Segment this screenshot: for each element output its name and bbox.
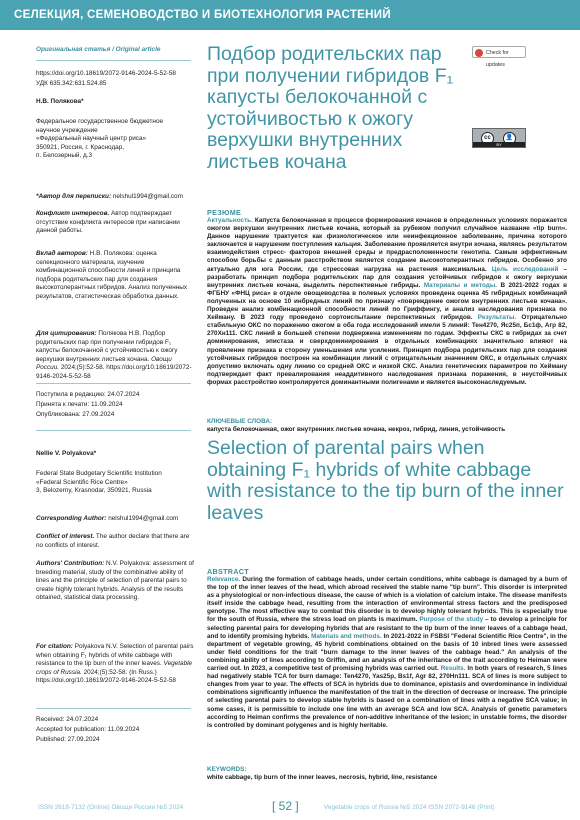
keywords-text: капуста белокочанная, ожог внутренних листьев кочана, некроз, гибрид, линия, устойчивость xyxy=(207,426,506,433)
doi-link[interactable]: https://doi.org/10.18619/2072-9146-2024-5-52-58 xyxy=(36,70,176,77)
aim-text: – to develop a principle for selecting parental pairs for developing hybrids that are resistant to the tip burn of the inner leaves of a cabbage head, and to identify promising hybrids. xyxy=(207,616,568,640)
conflict-ru xyxy=(36,210,194,236)
published-en: Published: 27.09.2024 xyxy=(36,736,100,743)
keywords-text: white cabbage, tip burn of the inner leaves, necrosis, hybrid, line, resistance xyxy=(207,774,438,781)
cite-text: Полякова Н.В. Подбор родительских пар при получении гибридов F₁ капусты белокочанной с устойчивостью к ожогу верхушки внутренних листьев кочана. xyxy=(36,330,178,363)
relevance-label: Relevance. xyxy=(207,576,241,583)
conflict-text: Автор подтверждает отсутствие конфликта интересов при написании данной работы. xyxy=(36,210,180,235)
page-footer xyxy=(0,798,580,820)
published-ru: Опубликована: 27.09.2024 xyxy=(36,411,115,418)
article-title-ru: Подбор родительских пар при получении гибридов F₁ капусты белокочанной с устойчивостью к ожогу верхушки внутренних листьев кочана xyxy=(207,43,454,173)
footer-left: ISSN 2618-7132 (Online) Овощи России №5 2024 xyxy=(38,804,184,811)
affiliation-ru xyxy=(36,118,194,161)
author-name-ru: Н.В. Полякова* xyxy=(36,98,84,105)
accepted-en: Accepted for publication: 11.09.2024 xyxy=(36,726,140,733)
contrib-label: Вклад авторов: xyxy=(36,250,88,257)
affiliation-line: п. Белозерный, д.3 xyxy=(36,152,93,160)
contrib-text: Н.В. Полякова: оценка селекционного материала, изучение комбинационной способности линий и принципа подбора родительских пар для создания высокотолерантных гибридов. Анализ полученных результатов, статистическая обработка данных. xyxy=(36,250,188,300)
keywords-ru xyxy=(207,418,567,434)
conflict-label: Conflict of interest. xyxy=(36,533,95,540)
article-type: Оригинальная статья / Original article xyxy=(36,46,161,53)
citation-en xyxy=(36,643,194,686)
divider xyxy=(36,430,191,431)
cite-text: Polyakova N.V. Selection of parental pairs when obtaining F₁ hybrids of white cabbage with resistance to the tip burn of the inner leaves. xyxy=(36,643,194,668)
divider xyxy=(36,383,191,384)
person-icon: 👤 xyxy=(503,132,516,145)
cite-label: Для цитирования: xyxy=(36,330,97,337)
corresponding-author-ru xyxy=(36,193,194,202)
cc-icon: cc xyxy=(481,132,494,145)
footer-right: Vegetable crops of Russia №5 2024 ISSN 2072-9146 (Print) xyxy=(324,804,495,811)
conflict-label: Конфликт интересов. xyxy=(36,210,110,217)
relevance-label: Актуальность. xyxy=(207,217,253,224)
aim-label: Purpose of the study xyxy=(419,616,484,624)
cite-tail: 2024;(5):52-58. xyxy=(60,364,105,372)
contrib-text: N.V. Polyakova: assessment of breeding material, study of the combinative ability of lines and the principle of selection of parental pairs to create highly tolerant hybrids. Analysis of the results obtained, statistical data processing. xyxy=(36,560,194,602)
methods-label: Materials and methods. xyxy=(311,632,382,640)
cite-tail: 2024;(5):52-58. (In Russ.) https://doi.org/10.18619/2072-9146-2024-5-52-58 xyxy=(36,668,176,685)
relevance-text: Капуста белокочанная в процессе формирования кочанов в определенных условиях поражается ожогом верхушки внутренних листьев кочана, который за рубежом получил случайное название «tip burn». Данное нарушение трактуется как физиологическое или неинфекционное заболевание, причина которого заключается в нарушении поступления кальция. Заболевание проявляется внутри кочана, являясь результатом взаимодействия стресс- факторов внешней среды и предрасположенности генотипа. Самым эффективным способом борьбы с данным расстройством является создание высокотолерантных гибридов. Особенно это актуально для юга России, где стрессовая нагрузка на растения максимальна. xyxy=(207,217,568,273)
corr-email[interactable]: nelshul1994@gmail.com xyxy=(108,515,179,522)
corr-label: Corresponding Author: xyxy=(36,515,107,522)
contrib-label: Authors' Contribution: xyxy=(36,560,105,567)
divider xyxy=(36,60,191,61)
methods-text: In 2021-2022 in FSBSI "Federal Scientific Rice Centre", in the department of vegetable growing, 45 hybrid combinations obtained on the basis of 10 inbred lines were assessed under field conditions for the trait "burn damage to the inner leaves of the cabbage head." An analysis of the combining ability of lines according to Griffin, and an analysis of the inheritance of the trait according to Heiman were carried out. In 2023, a competitive test of promising hybrids was carried out. xyxy=(207,632,568,673)
page-number: [ 52 ] xyxy=(272,799,299,813)
results-label: Results. xyxy=(440,665,466,673)
article-title-en: Selection of parental pairs when obtaining F₁ hybrids of white cabbage with resistance to the tip burn of the inner leaves xyxy=(207,437,564,524)
citation-ru xyxy=(36,330,194,382)
affiliation-line: научное учреждение xyxy=(36,126,98,134)
contributions-ru xyxy=(36,250,194,302)
author-name-en: Nellie V. Polyakova* xyxy=(36,450,97,457)
received-en: Received: 24.07.2024 xyxy=(36,716,99,723)
corr-email[interactable]: nelshul1994@gmail.com xyxy=(112,193,183,200)
affiliation-line: Federal State Budgetary Scientific Institution xyxy=(36,470,162,477)
update-icon xyxy=(475,49,483,57)
aim-text: – разработать принцип подбора родительских пар для создания устойчивых гибридов к ожогу верхушки внутренних листьев кочана, выделить перспективные гибриды. xyxy=(207,265,568,289)
relevance-text: During the formation of cabbage heads, under certain conditions, white cabbage is damaged by a burn of the top of the inner leaves of the head, which abroad received the stable name "tip burn". This disorder is interpreted as a physiological or non-infectious disease, the cause of which is a violation of calcium intake. The disease manifests itself inside the cabbage head, resulting from the interaction of environmental stress factors and the predisposed genotype. The most effective way to combat this disorder is to develop highly tolerant hybrids. This is especially true for the south of Russia, where the stress load on plants is maximum. xyxy=(207,576,567,624)
affiliation-line: 350921, Россия, г. Краснодар, xyxy=(36,143,125,151)
keywords-label: КЛЮЧЕВЫЕ СЛОВА: xyxy=(207,418,273,425)
udk-code: УДК 635.342:631.524.85 xyxy=(36,80,107,87)
abstract-ru xyxy=(207,217,567,387)
conflict-text: The author declare that there are no conflicts of interest. xyxy=(36,533,190,549)
results-text: Отрицательно стабильную ОКС по поражению ожогом в оба года исследований имели 5 линий: Тен4270, Яс25п, Бс1ф, Агр 82, 270Хн111. СКС линий в большей степени подвержена изменениям по годам. Эффекты СКС в гибридах за счет доминирования, эпистаза и сверхдоминирования в отдельных комбинациях значительно влияют на проявление признака в сторону уменьшения или усиления. Принцип подбора родительских пар для создания устойчивых гибридов построен на комбинации линий с отрицательным значением ОКС, в отдельных случаях допустимо включать одну линию со средней ОКС и низкой СКС. Анализ генетических параметров по Хейману подтверждает факт превалирования неаддитивного наследования признака поражения, в неустойчивых формах расстройство контролируется доминантными полигенами и является высоконаследуемым. xyxy=(207,314,567,386)
check-label: Check for updates xyxy=(486,50,509,68)
aim-label: Цель исследований xyxy=(491,265,559,273)
keywords-label: KEYWORDS: xyxy=(207,766,247,773)
received-ru: Поступила в редакцию: 24.07.2024 xyxy=(36,391,140,398)
methods-label: Материалы и методы. xyxy=(423,281,498,289)
affiliation-en xyxy=(36,470,194,496)
divider xyxy=(36,708,191,709)
results-text: In both years of research, 5 lines had negatively stable TCA for burn damage: Ten4270, Yas25p, Bs1f, Agr 82, 270Hn111. SCA of lines is more subject to changes from year to year. The effects of SCA in hybrids due to dominance, epistasis and overdominance in individual combinations significantly influence the manifestation of the trait in the direction of decrease or increase. The principle of selecting parental pairs to develop stable hybrids is based on a combination of lines with a negative SCA value; in some cases, it is permissible to include one line with an average SCA and low SCA. Analysis of genetic parameters according to Heiman confirms the prevalence of non-additive inheritance of the lesion; in unstable forms, the disorder is controlled by dominant polygenes and is highly heritable. xyxy=(207,665,568,729)
corresponding-author-en xyxy=(36,515,194,524)
section-header-band: СЕЛЕКЦИЯ, СЕМЕНОВОДСТВО И БИОТЕХНОЛОГИЯ РАСТЕНИЙ xyxy=(0,0,580,30)
cite-doi[interactable]: https://doi.org/10.18619/2072-9146-2024-5-52-58 xyxy=(36,364,192,380)
license-label: BY xyxy=(473,142,525,147)
affiliation-line: 3, Belozerny, Krasnodar, 350921, Russia xyxy=(36,487,152,495)
affiliation-line: «Federal Scientific Rice Centre» xyxy=(36,478,128,486)
keywords-en xyxy=(207,766,567,782)
abstract-heading-ru: РЕЗЮМЕ xyxy=(207,208,242,217)
check-for-updates-badge[interactable] xyxy=(472,46,526,68)
affiliation-line: Федеральное государственное бюджетное xyxy=(36,118,164,125)
affiliation-line: «Федеральный научный центр риса» xyxy=(36,135,147,143)
abstract-heading-en: ABSTRACT xyxy=(207,567,249,576)
cite-journal: Овощи России. xyxy=(36,355,172,372)
creative-commons-badge[interactable] xyxy=(472,128,526,148)
corr-label: *Автор для переписки: xyxy=(36,193,112,200)
contributions-en xyxy=(36,560,194,603)
cite-journal: Vegetable crops of Russia. xyxy=(36,660,193,676)
methods-text: В 2021-2022 годах в ФГБНУ «ФНЦ риса» в отделе овощеводства в полевых условиях проведена оценка 45 гибридных комбинаций полученных на основе 10 инбредных линий по признаку «повреждение ожогом внутренних листьев кочана». Проведен анализ комбинационной способности линий по Гриффингу, и анализ наследования признака по Хейману. В 2023 году проведено сортоиспытание перспективных гибридов. xyxy=(207,281,567,322)
abstract-en xyxy=(207,576,567,730)
results-label: Результаты. xyxy=(477,314,517,322)
cite-label: For citation: xyxy=(36,643,73,650)
accepted-ru: Принята к печати: 11.09.2024 xyxy=(36,401,123,408)
conflict-en xyxy=(36,533,194,550)
